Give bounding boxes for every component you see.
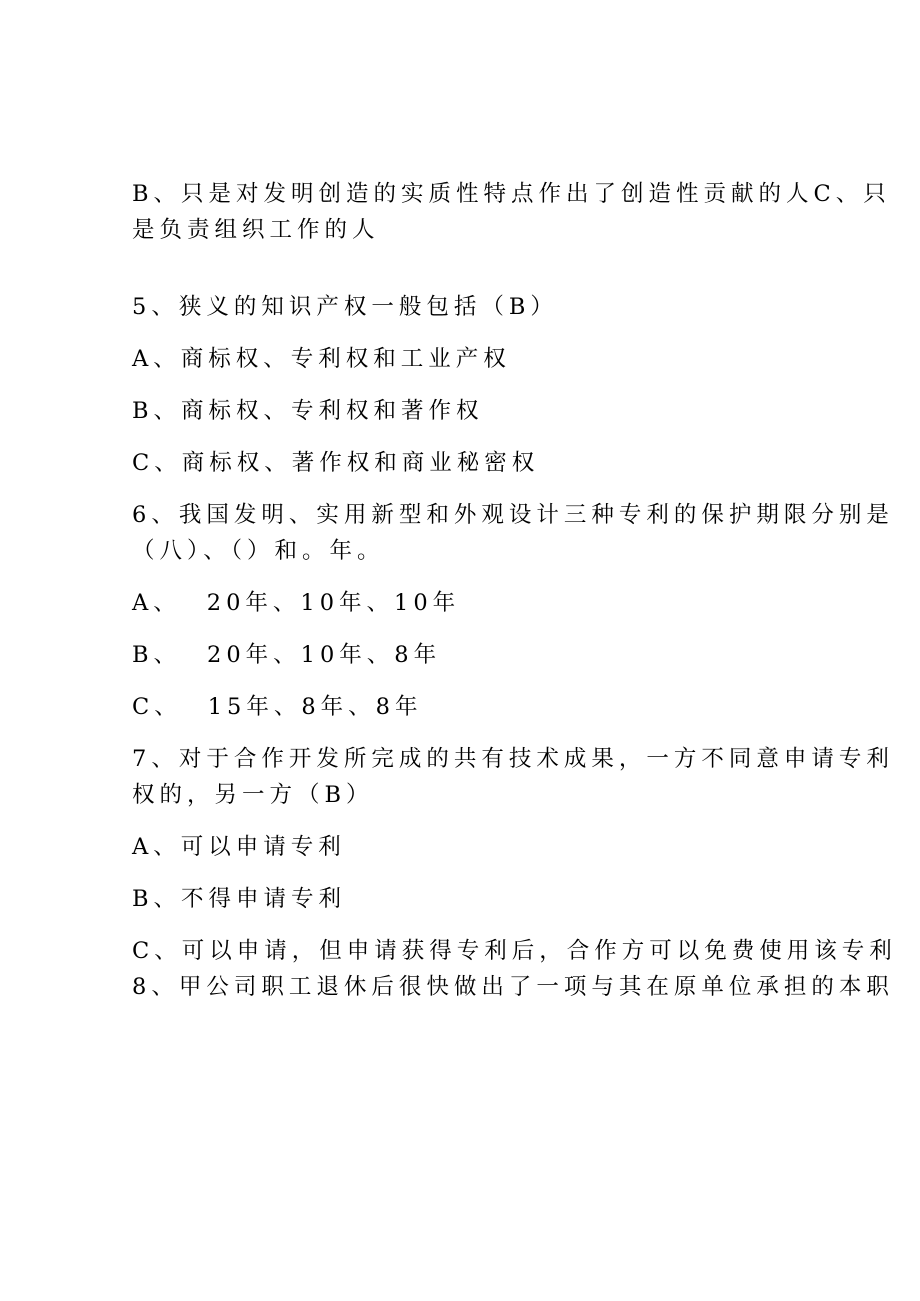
q5-question: 5、狭义的知识产权一般包括（B）	[132, 294, 558, 320]
q7-option-a: A、可以申请专利	[132, 834, 346, 860]
q6-option-b-text: 20年、10年、8年	[207, 642, 442, 668]
q5-option-a: A、商标权、专利权和工业产权	[132, 346, 511, 372]
q6-question-line1: 6、我国发明、实用新型和外观设计三种专利的保护期限分别是	[132, 502, 894, 528]
q6-option-a	[132, 584, 792, 622]
q7-question-line1: 7、对于合作开发所完成的共有技术成果，一方不同意申请专利	[132, 746, 894, 772]
q4-option-b-line2: 是负责组织工作的人	[132, 217, 380, 243]
q6-option-b	[132, 636, 792, 674]
q6-option-c	[132, 688, 792, 726]
q5-option-c: C、商标权、著作权和商业秘密权	[132, 450, 540, 476]
q8-question-line1: 8、甲公司职工退休后很快做出了一项与其在原单位承担的本职	[132, 974, 894, 1000]
q6-option-b-label: B、	[132, 642, 182, 668]
q6-question-line2: （八）、（）和。年。	[132, 538, 385, 564]
q4-option-b-line1: B、只是对发明创造的实质性特点作出了创造性贡献的人C、只	[132, 181, 891, 207]
q6-option-a-label: A、	[132, 590, 181, 616]
q6-option-c-text: 15年、8年、8年	[207, 694, 423, 720]
q7-question-line2: 权的，另一方（B）	[132, 782, 374, 808]
q6-option-c-label: C、	[132, 694, 182, 720]
q5-option-b: B、商标权、专利权和著作权	[132, 398, 484, 424]
q6-option-a-text: 20年、10年、10年	[206, 590, 461, 616]
q7-option-c: C、可以申请，但申请获得专利后，合作方可以免费使用该专利	[132, 938, 897, 964]
q7-option-b: B、不得申请专利	[132, 886, 347, 912]
